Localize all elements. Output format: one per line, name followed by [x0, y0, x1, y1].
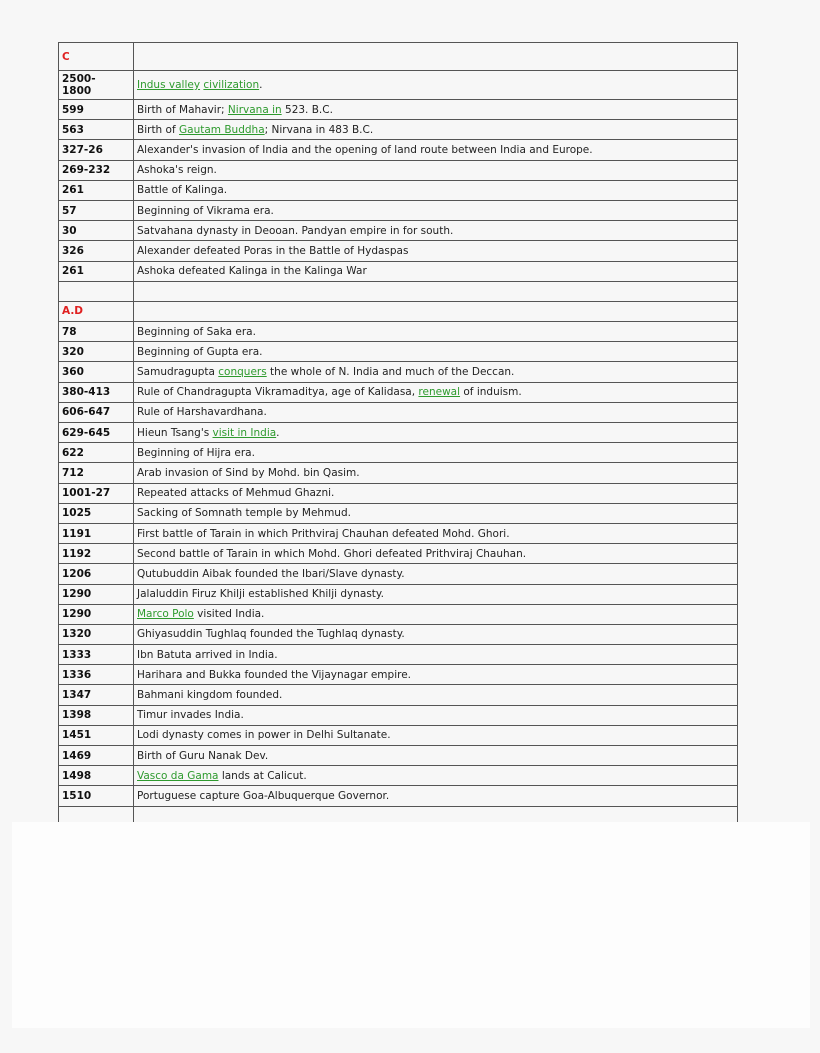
- year-cell: [59, 443, 134, 463]
- event-text: Qutubuddin Aibak founded the Ibari/Slave dynasty.: [137, 567, 405, 580]
- event-cell: [134, 463, 738, 483]
- year-cell: [59, 685, 134, 705]
- timeline-table-wrapper: [58, 42, 738, 822]
- event-cell: [134, 200, 738, 220]
- event-cell: [134, 382, 738, 402]
- event-cell: [134, 322, 738, 342]
- year-cell: [59, 423, 134, 443]
- timeline-row: [59, 221, 738, 241]
- event-text: Battle of Kalinga.: [137, 184, 228, 197]
- empty-cell: [59, 281, 134, 301]
- year-text: 1025: [62, 507, 92, 520]
- timeline-row: [59, 160, 738, 180]
- event-cell: [134, 342, 738, 362]
- timeline-row: [59, 705, 738, 725]
- year-cell: [59, 140, 134, 160]
- year-cell: [59, 362, 134, 382]
- event-text: Lodi dynasty comes in power in Delhi Sultanate.: [137, 729, 391, 742]
- timeline-row: [59, 241, 738, 261]
- year-cell: [59, 382, 134, 402]
- year-text: 599: [62, 103, 84, 116]
- timeline-row: [59, 725, 738, 745]
- timeline-row: [59, 584, 738, 604]
- year-text: 30: [62, 224, 77, 237]
- year-cell: [59, 200, 134, 220]
- empty-cell: [134, 301, 738, 321]
- event-cell: [134, 402, 738, 422]
- year-text: 712: [62, 466, 84, 479]
- timeline-row: [59, 71, 738, 100]
- cut-off-row: [59, 806, 738, 822]
- event-text: Hieun Tsang's: [137, 426, 213, 439]
- event-text: Birth of Mahavir;: [137, 103, 228, 116]
- year-text: 1191: [62, 527, 92, 540]
- year-cell: [59, 523, 134, 543]
- timeline-row: [59, 402, 738, 422]
- event-text: Ghiyasuddin Tughlaq founded the Tughlaq dynasty.: [137, 628, 405, 641]
- event-text: Portuguese capture Goa-Albuquerque Governor.: [137, 789, 390, 802]
- year-cell: [59, 665, 134, 685]
- event-cell: [134, 140, 738, 160]
- year-text: 1800: [62, 85, 92, 97]
- event-cell: [134, 483, 738, 503]
- year-text: 1347: [62, 689, 92, 702]
- timeline-row: [59, 443, 738, 463]
- timeline-row: [59, 261, 738, 281]
- timeline-row: [59, 140, 738, 160]
- year-text: 1510: [62, 789, 92, 802]
- event-cell: [134, 423, 738, 443]
- event-text: ; Nirvana in 483 B.C.: [264, 123, 374, 136]
- year-cell: [59, 100, 134, 120]
- year-text: 629-645: [62, 426, 111, 439]
- year-text: 1001-27: [62, 487, 111, 500]
- year-text: 327-26: [62, 143, 103, 156]
- event-cell: [134, 443, 738, 463]
- event-text: Alexander defeated Poras in the Battle of Hydaspas: [137, 244, 409, 257]
- year-text: 320: [62, 345, 84, 358]
- year-text: 2500-: [62, 73, 96, 85]
- empty-cell: [134, 806, 738, 822]
- event-text: Beginning of Hijra era.: [137, 446, 255, 459]
- timeline-row: [59, 604, 738, 624]
- year-text: 563: [62, 123, 84, 136]
- event-text: Satvahana dynasty in Deooan. Pandyan empire in for south.: [137, 224, 454, 237]
- section-header-row: [59, 43, 738, 71]
- timeline-row: [59, 483, 738, 503]
- event-cell: [134, 725, 738, 745]
- year-text: 1333: [62, 648, 92, 661]
- event-cell: [134, 645, 738, 665]
- year-text: 1498: [62, 769, 92, 782]
- event-text: Timur invades India.: [137, 709, 244, 722]
- year-text: 1290: [62, 588, 92, 601]
- event-cell: [134, 685, 738, 705]
- timeline-row: [59, 665, 738, 685]
- timeline-row: [59, 180, 738, 200]
- event-cell: [134, 100, 738, 120]
- year-cell: [59, 786, 134, 806]
- empty-cell: [134, 43, 738, 71]
- timeline-table: [58, 42, 738, 822]
- event-link[interactable]: Gautam Buddha: [179, 123, 265, 136]
- event-link[interactable]: visit in India: [212, 426, 277, 439]
- year-cell: [59, 342, 134, 362]
- year-text: 57: [62, 204, 77, 217]
- year-cell: [59, 463, 134, 483]
- event-cell: [134, 523, 738, 543]
- year-text: 380-413: [62, 386, 111, 399]
- year-text: 360: [62, 366, 84, 379]
- event-text: Beginning of Saka era.: [137, 325, 256, 338]
- event-cell: [134, 766, 738, 786]
- timeline-row: [59, 200, 738, 220]
- year-cell: [59, 725, 134, 745]
- timeline-row: [59, 564, 738, 584]
- year-cell: [59, 180, 134, 200]
- year-cell: [59, 120, 134, 140]
- spacer-row: [59, 281, 738, 301]
- year-cell: [59, 71, 134, 100]
- event-link[interactable]: civilization: [203, 79, 260, 91]
- event-cell: [134, 786, 738, 806]
- timeline-row: [59, 685, 738, 705]
- event-cell: [134, 120, 738, 140]
- timeline-row: [59, 624, 738, 644]
- year-text: 1192: [62, 547, 92, 560]
- year-text: 1398: [62, 709, 92, 722]
- event-cell: [134, 362, 738, 382]
- event-cell: [134, 705, 738, 725]
- section-header-row: [59, 301, 738, 321]
- event-text: the whole of N. India and much of the Deccan.: [266, 366, 515, 379]
- year-text: 1451: [62, 729, 92, 742]
- event-text: lands at Calicut.: [218, 769, 307, 782]
- year-cell: [59, 221, 134, 241]
- year-cell: [59, 604, 134, 624]
- year-cell: [59, 624, 134, 644]
- event-cell: [134, 221, 738, 241]
- year-cell: [59, 261, 134, 281]
- section-label-bc: C: [59, 43, 134, 71]
- year-cell: [59, 645, 134, 665]
- event-cell: [134, 624, 738, 644]
- event-cell: [134, 665, 738, 685]
- event-link[interactable]: conquers: [218, 366, 267, 379]
- year-text: 78: [62, 325, 77, 338]
- year-cell: [59, 766, 134, 786]
- year-text: 1290: [62, 608, 92, 621]
- timeline-row: [59, 423, 738, 443]
- event-cell: [134, 160, 738, 180]
- event-text: visited India.: [193, 608, 265, 621]
- event-text: Harihara and Bukka founded the Vijaynagar empire.: [137, 668, 411, 681]
- event-cell: [134, 71, 738, 100]
- timeline-row: [59, 100, 738, 120]
- event-text: Alexander's invasion of India and the opening of land route between India and Europe.: [137, 143, 593, 156]
- empty-cell: [134, 281, 738, 301]
- event-cell: [134, 604, 738, 624]
- event-cell: [134, 503, 738, 523]
- timeline-row: [59, 322, 738, 342]
- year-text: 261: [62, 265, 84, 278]
- timeline-row: [59, 766, 738, 786]
- timeline-row: [59, 382, 738, 402]
- year-text: 1320: [62, 628, 92, 641]
- year-text: 261: [62, 184, 84, 197]
- event-link[interactable]: Indus valley: [137, 79, 201, 91]
- event-cell: [134, 261, 738, 281]
- event-link[interactable]: Nirvana in: [227, 103, 282, 116]
- event-text: Samudragupta: [137, 366, 219, 379]
- event-text: Second battle of Tarain in which Mohd. Ghori defeated Prithviraj Chauhan.: [137, 547, 527, 560]
- year-cell: [59, 322, 134, 342]
- timeline-row: [59, 120, 738, 140]
- event-cell: [134, 564, 738, 584]
- event-text: Sacking of Somnath temple by Mehmud.: [137, 507, 351, 520]
- year-text: 622: [62, 446, 84, 459]
- section-label-ad: A.D: [59, 301, 134, 321]
- event-link[interactable]: renewal: [418, 386, 461, 399]
- year-cell: [59, 503, 134, 523]
- timeline-row: [59, 342, 738, 362]
- timeline-table-body: [59, 43, 738, 823]
- event-text: Birth of: [137, 123, 180, 136]
- event-text: First battle of Tarain in which Prithviraj Chauhan defeated Mohd. Ghori.: [137, 527, 510, 540]
- event-text: Ashoka's reign.: [137, 164, 217, 177]
- event-text: Arab invasion of Sind by Mohd. bin Qasim.: [137, 466, 360, 479]
- year-text: 269-232: [62, 164, 111, 177]
- year-cell: [59, 746, 134, 766]
- timeline-row: [59, 523, 738, 543]
- event-text: Rule of Chandragupta Vikramaditya, age of Kalidasa,: [137, 386, 419, 399]
- event-text: Birth of Guru Nanak Dev.: [137, 749, 269, 762]
- event-text: Bahmani kingdom founded.: [137, 689, 283, 702]
- year-cell: [59, 402, 134, 422]
- timeline-row: [59, 786, 738, 806]
- event-text: .: [259, 79, 263, 91]
- event-text: Beginning of Vikrama era.: [137, 204, 274, 217]
- timeline-row: [59, 463, 738, 483]
- event-text: Ibn Batuta arrived in India.: [137, 648, 278, 661]
- year-text: 326: [62, 244, 84, 257]
- year-cell: [59, 160, 134, 180]
- event-cell: [134, 180, 738, 200]
- year-cell: [59, 241, 134, 261]
- year-cell: [59, 564, 134, 584]
- blank-cover-panel: [12, 822, 810, 1028]
- event-text: Jalaluddin Firuz Khilji established Khilji dynasty.: [137, 588, 384, 601]
- year-cell: [59, 584, 134, 604]
- event-text: Beginning of Gupta era.: [137, 345, 263, 358]
- event-link[interactable]: Vasco da Gama: [137, 769, 219, 782]
- event-text: Rule of Harshavardhana.: [137, 406, 267, 419]
- timeline-row: [59, 362, 738, 382]
- event-text: Repeated attacks of Mehmud Ghazni.: [137, 487, 335, 500]
- year-cell: [59, 705, 134, 725]
- event-text: .: [276, 426, 280, 439]
- year-cell: [59, 544, 134, 564]
- event-text: of induism.: [460, 386, 522, 399]
- timeline-row: [59, 503, 738, 523]
- timeline-row: [59, 645, 738, 665]
- event-cell: [134, 241, 738, 261]
- event-cell: [134, 544, 738, 564]
- year-text: 606-647: [62, 406, 111, 419]
- event-cell: [134, 746, 738, 766]
- event-text: 523. B.C.: [281, 103, 333, 116]
- year-text: 1336: [62, 668, 92, 681]
- year-text: 1469: [62, 749, 92, 762]
- event-cell: [134, 584, 738, 604]
- timeline-row: [59, 544, 738, 564]
- year-text: 1206: [62, 567, 92, 580]
- timeline-row: [59, 746, 738, 766]
- event-link[interactable]: Marco Polo: [137, 608, 194, 621]
- empty-cell: [59, 806, 134, 822]
- year-cell: [59, 483, 134, 503]
- event-text: Ashoka defeated Kalinga in the Kalinga War: [137, 265, 367, 278]
